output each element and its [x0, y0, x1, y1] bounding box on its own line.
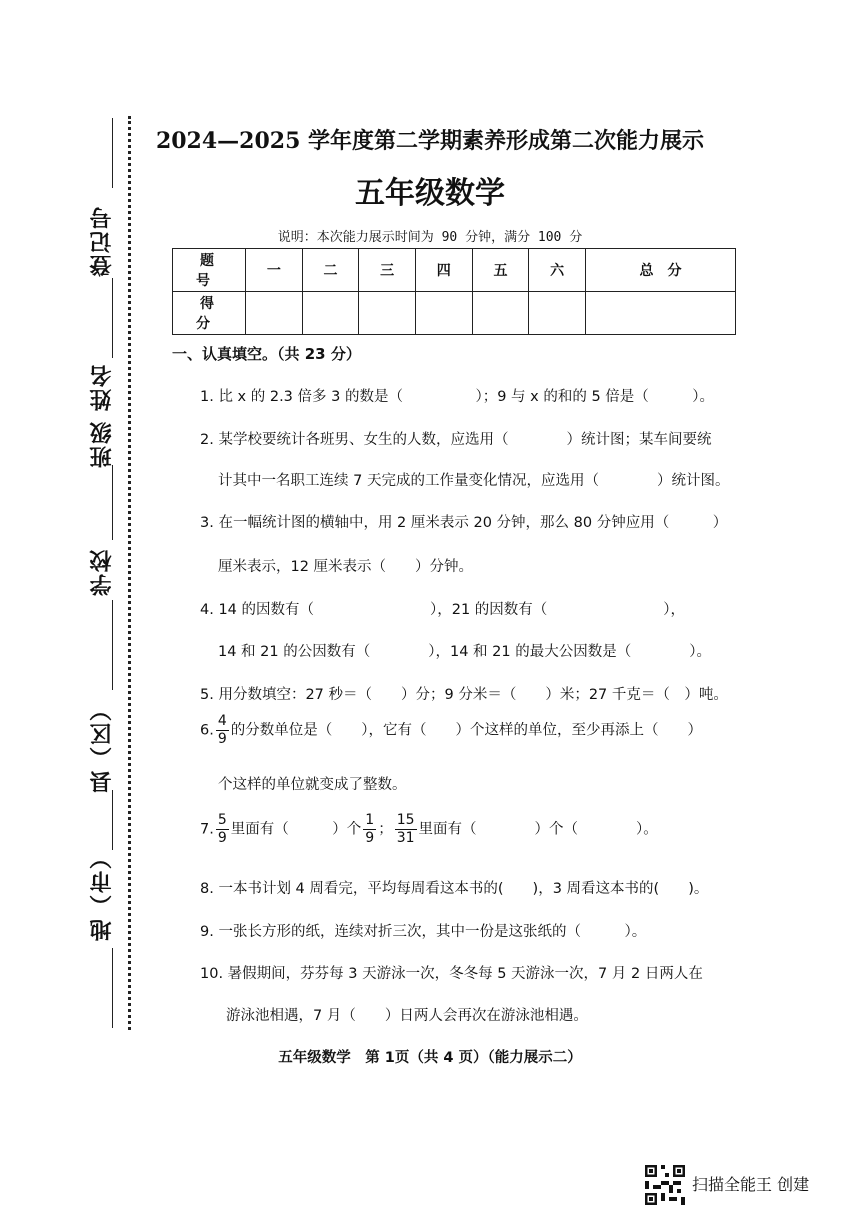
- score-header-cell: 五: [472, 249, 529, 292]
- score-table-header-row: [173, 249, 736, 292]
- page-footer: 五年级数学 第 1页（共 4 页）（能力展示二）: [278, 1050, 582, 1066]
- question-9: 9. 一张长方形的纸，连续对折三次，其中一份是这张纸的（ ）。: [200, 924, 647, 940]
- binding-field-registration: 登记号: [89, 205, 115, 277]
- question-10-line-2: 游泳池相遇，7 月（ ）日两人会再次在游泳池相遇。: [226, 1008, 588, 1024]
- fraction-4-9: [216, 713, 229, 748]
- binding-dotted-line: [128, 116, 131, 1030]
- field-line-name: [112, 278, 113, 358]
- score-header-cell: 二: [302, 249, 359, 292]
- question-2-line-2: 计其中一名职工连续 7 天完成的工作量变化情况，应选用（ ）统计图。: [218, 473, 730, 489]
- exam-note: 说明：本次能力展示时间为 90 分钟，满分 100 分: [277, 230, 583, 245]
- question-5: 5. 用分数填空：27 秒＝（ ）分；9 分米＝（ ）米；27 千克＝（ ）吨。: [200, 687, 728, 703]
- exam-title: 2024—2025 学年度第二学期素养形成第二次能力展示: [155, 128, 705, 154]
- score-header-cell: 题 号: [173, 249, 246, 292]
- score-header-cell: 四: [415, 249, 472, 292]
- fraction-numerator: 1: [365, 812, 375, 828]
- section-title: 一、认真填空。（共 23 分）: [172, 345, 361, 363]
- question-7-text-1: 里面有（ ）个: [230, 821, 362, 838]
- question-6-line-1: [200, 713, 702, 748]
- score-cell[interactable]: [585, 292, 735, 335]
- score-cell[interactable]: [359, 292, 416, 335]
- question-7-text-2: 里面有（ ）个（ ）。: [418, 821, 658, 838]
- score-header-cell: 总 分: [585, 249, 735, 292]
- score-table-score-row: [173, 292, 736, 335]
- score-table: [172, 248, 736, 335]
- score-row-label: 得 分: [173, 292, 246, 335]
- qr-code-icon: [645, 1165, 685, 1205]
- fraction-denominator: 31: [396, 830, 415, 846]
- question-4-line-2: 14 和 21 的公因数有（ ），14 和 21 的最大公因数是（ ）。: [218, 644, 711, 660]
- question-6-line-2: 个这样的单位就变成了整数。: [218, 777, 407, 793]
- field-line-school: [112, 600, 113, 690]
- binding-field-school: 学校: [89, 548, 115, 596]
- exam-subtitle: 五年级数学: [355, 176, 505, 211]
- score-cell[interactable]: [529, 292, 586, 335]
- score-cell[interactable]: [472, 292, 529, 335]
- score-cell[interactable]: [302, 292, 359, 335]
- fraction-5-9: [216, 812, 229, 847]
- question-6-text: 的分数单位是（ ），它有（ ）个这样的单位，至少再添上（ ）: [230, 722, 703, 739]
- question-2-line-1: 2. 某学校要统计各班男、女生的人数，应选用（ ）统计图；某车间要统: [200, 432, 712, 448]
- field-line-city: [112, 948, 113, 1028]
- question-7: [200, 812, 658, 847]
- question-6-number: 6.: [200, 722, 214, 739]
- scanner-watermark: 扫描全能王 创建: [692, 1175, 810, 1194]
- fraction-1-9: [363, 812, 376, 847]
- score-cell[interactable]: [246, 292, 303, 335]
- binding-field-class: 班级: [89, 420, 115, 468]
- question-7-number: 7.: [200, 821, 214, 838]
- fraction-numerator: 4: [217, 713, 227, 729]
- binding-field-city: 地（市）: [89, 845, 115, 941]
- field-line-class: [112, 465, 113, 540]
- binding-field-county: 县（区）: [89, 697, 115, 793]
- score-cell[interactable]: [415, 292, 472, 335]
- score-header-cell: 一: [246, 249, 303, 292]
- question-3-line-2: 厘米表示，12 厘米表示（ ）分钟。: [218, 559, 474, 575]
- score-header-cell: 三: [359, 249, 416, 292]
- fraction-denominator: 9: [217, 830, 227, 846]
- field-line-county: [112, 790, 113, 850]
- question-10-line-1: 10. 暑假期间，芬芬每 3 天游泳一次，冬冬每 5 天游泳一次，7 月 2 日两人在: [200, 966, 703, 982]
- score-header-cell: 六: [529, 249, 586, 292]
- fraction-numerator: 5: [217, 812, 227, 828]
- fraction-numerator: 15: [396, 812, 415, 828]
- question-7-separator: ；: [378, 821, 393, 838]
- question-1: 1. 比 x 的 2.3 倍多 3 的数是（ ）；9 与 x 的和的 5 倍是（ ）。: [200, 389, 715, 405]
- question-3-line-1: 3. 在一幅统计图的横轴中，用 2 厘米表示 20 分钟，那么 80 分钟应用（ ）: [200, 515, 728, 531]
- binding-field-name: 姓名: [89, 363, 115, 411]
- question-4-line-1: 4. 14 的因数有（ ），21 的因数有（ ），: [200, 602, 686, 618]
- fraction-denominator: 9: [217, 731, 227, 747]
- question-8: 8. 一本书计划 4 周看完，平均每周看这本书的( )，3 周看这本书的( )。: [200, 881, 709, 897]
- fraction-15-31: [395, 812, 417, 847]
- fraction-denominator: 9: [365, 830, 375, 846]
